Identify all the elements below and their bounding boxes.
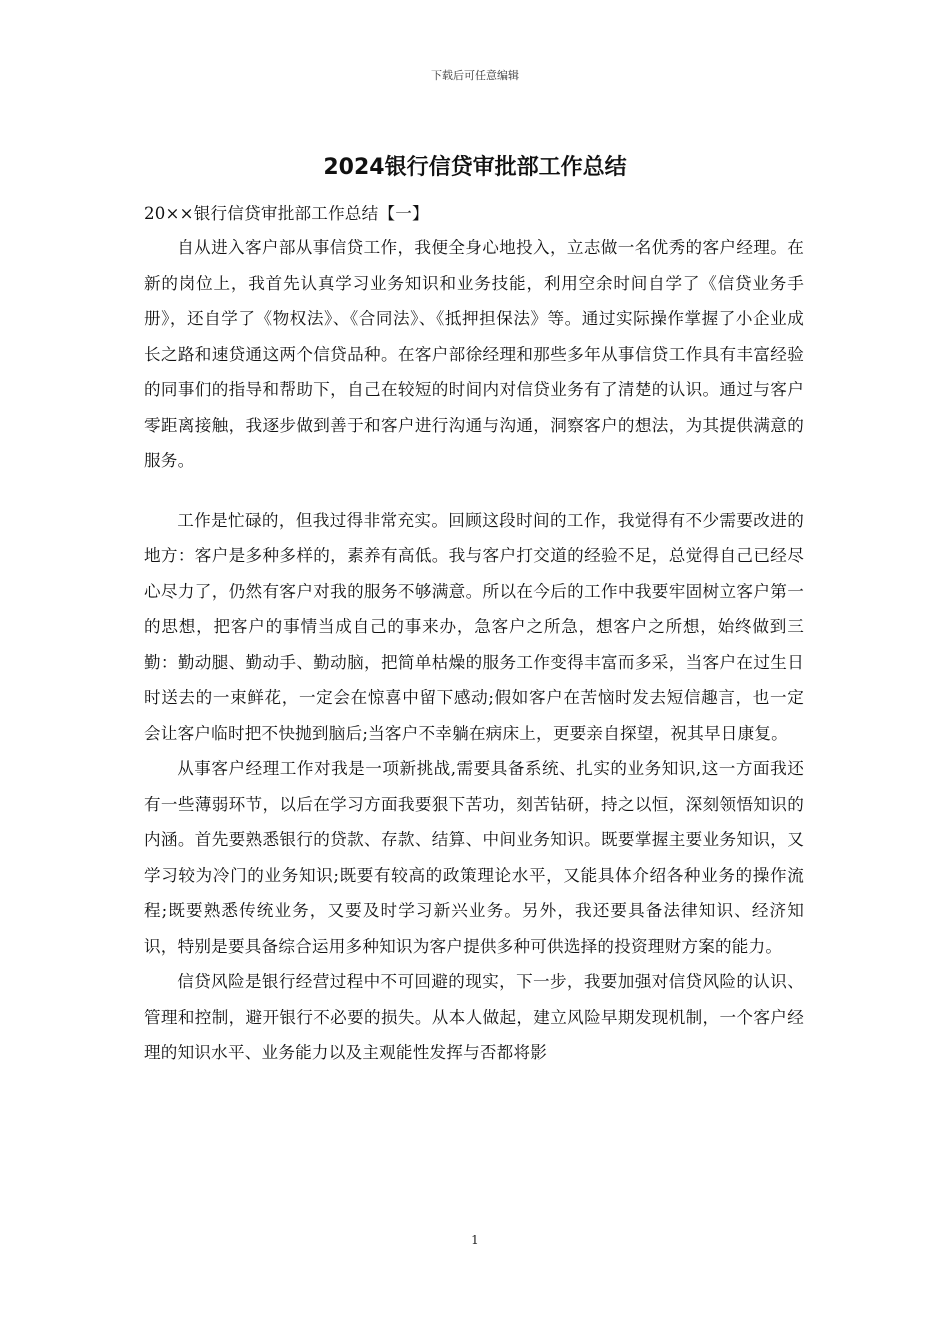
paragraph-3: 从事客户经理工作对我是一项新挑战,需要具备系统、扎实的业务知识,这一方面我还有一些薄弱环节，以后在学习方面我要狠下苦功，刻苦钻研，持之以恒，深刻领悟知识的内涵。首先要熟悉银行的贷款、存款、结算、中间业务知识。既要掌握主要业务知识，又学习较为冷门的业务知识;既要有较高的政策理论水平，又能具体介绍各种业务的操作流程;既要熟悉传统业务，又要及时学习新兴业务。另外，我还要具备法律知识、经济知识，特别是要具备综合运用多种知识为客户提供多种可供选择的投资理财方案的能力。 <box>144 759 804 956</box>
header-note: 下载后可任意编辑 <box>431 69 519 82</box>
paragraph-4: 信贷风险是银行经营过程中不可回避的现实，下一步，我要加强对信贷风险的认识、管理和控制，避开银行不必要的损失。从本人做起，建立风险早期发现机制，一个客户经理的知识水平、业务能力以及主观能性发挥与否都将影 <box>144 972 804 1062</box>
document-body <box>144 198 804 1071</box>
paragraph-2: 工作是忙碌的，但我过得非常充实。回顾这段时间的工作，我觉得有不少需要改进的地方：客户是多种多样的，素养有高低。我与客户打交道的经验不足，总觉得自己已经尽心尽力了，仍然有客户对我的服务不够满意。所以在今后的工作中我要牢固树立客户第一的思想，把客户的事情当成自己的事来办，急客户之所急，想客户之所想，始终做到三勤：勤动腿、勤动手、勤动脑，把简单枯燥的服务工作变得丰富而多采，当客户在过生日时送去的一束鲜花，一定会在惊喜中留下感动;假如客户在苦恼时发去短信趣言，也一定会让客户临时把不快抛到脑后;当客户不幸躺在病床上，更要亲自探望，祝其早日康复。 <box>144 510 804 743</box>
document-title: 2024银行信贷审批部工作总结 <box>323 155 627 180</box>
paragraph-1: 自从进入客户部从事信贷工作，我便全身心地投入，立志做一名优秀的客户经理。在新的岗位上，我首先认真学习业务知识和业务技能，利用空余时间自学了《信贷业务手册》，还自学了《物权法》、《合同法》、《抵押担保法》等。通过实际操作掌握了小企业成长之路和速贷通这两个信贷品种。在客户部徐经理和那些多年从事信贷工作具有丰富经验的同事们的指导和帮助下，自己在较短的时间内对信贷业务有了清楚的认识。通过与客户零距离接触，我逐步做到善于和客户进行沟通与沟通，洞察客户的想法，为其提供满意的服务。 <box>144 238 804 470</box>
section-heading: 20××银行信贷审批部工作总结【一】 <box>144 204 429 223</box>
page-number: 1 <box>471 1233 479 1247</box>
paragraph-spacer <box>144 479 804 503</box>
